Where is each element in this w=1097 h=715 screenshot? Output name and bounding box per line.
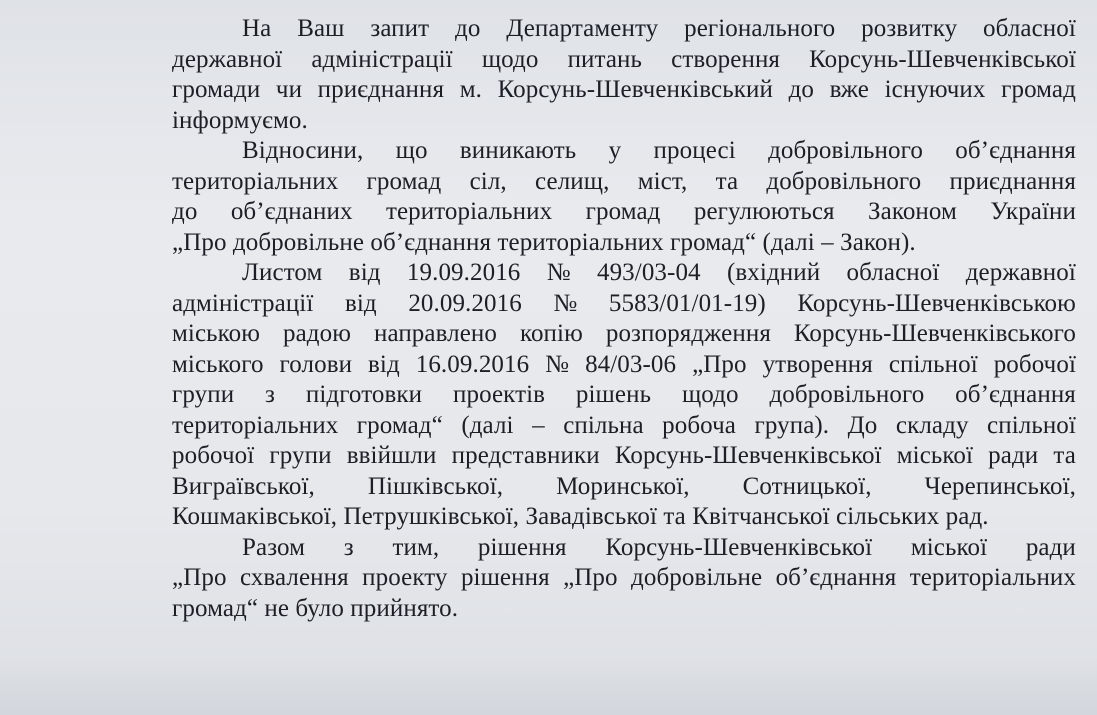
- text-line: інформуємо.: [172, 106, 308, 134]
- text-line: Виграївської, Пішківської, Моринської, Сотницької, Черепинської,: [172, 472, 1076, 500]
- text-line: групи з підготовки проектів рішень щодо добровільного об’єднання: [172, 381, 1076, 408]
- paragraph: [172, 136, 1076, 258]
- text-line: державної адміністрації щодо питань створення Корсунь-Шевченківської: [172, 45, 1076, 73]
- text-line: міського голови від 16.09.2016 № 84/03-06 „Про утворення спільної робочої: [172, 350, 1076, 378]
- text-line: міською радою направлено копію розпорядження Корсунь-Шевченківського: [172, 320, 1076, 347]
- text-line: „Про добровільне об’єднання територіальних громад“ (далі – Закон).: [172, 228, 916, 256]
- document-body: [172, 14, 1076, 624]
- text-line: Кошмаківської, Петрушківської, Завадівської та Квітчанської сільських рад.: [172, 503, 989, 530]
- paragraph: [172, 258, 1076, 533]
- text-line: На Ваш запит до Департаменту регіонального розвитку обласної: [242, 15, 1076, 42]
- text-line: Разом з тим, рішення Корсунь-Шевченківської міської ради: [242, 533, 1076, 561]
- text-line: адміністрації від 20.09.2016 № 5583/01/01-19) Корсунь-Шевченківською: [172, 289, 1076, 317]
- text-line: громади чи приєднання м. Корсунь-Шевченківський до вже існуючих громад: [172, 76, 1076, 103]
- text-line: до об’єднаних територіальних громад регулюються Законом України: [172, 198, 1076, 225]
- page-shadow: [0, 655, 1097, 715]
- text-line: Листом від 19.09.2016 № 493/03-04 (вхідний обласної державної: [242, 259, 1076, 286]
- text-line: територіальних громад сіл, селищ, міст, та добровільного приєднання: [172, 167, 1076, 195]
- paragraph: [172, 14, 1076, 136]
- text-line: „Про схвалення проекту рішення „Про добровільне об’єднання територіальних: [172, 564, 1076, 591]
- text-line: Відносини, що виникають у процесі добровільного об’єднання: [242, 137, 1076, 164]
- text-line: робочої групи ввійшли представники Корсунь-Шевченківської міської ради та: [172, 442, 1076, 469]
- paragraph: [172, 533, 1076, 625]
- text-line: територіальних громад“ (далі – спільна робоча група). До складу спільної: [172, 411, 1076, 439]
- text-line: громад“ не було прийнято.: [172, 594, 459, 622]
